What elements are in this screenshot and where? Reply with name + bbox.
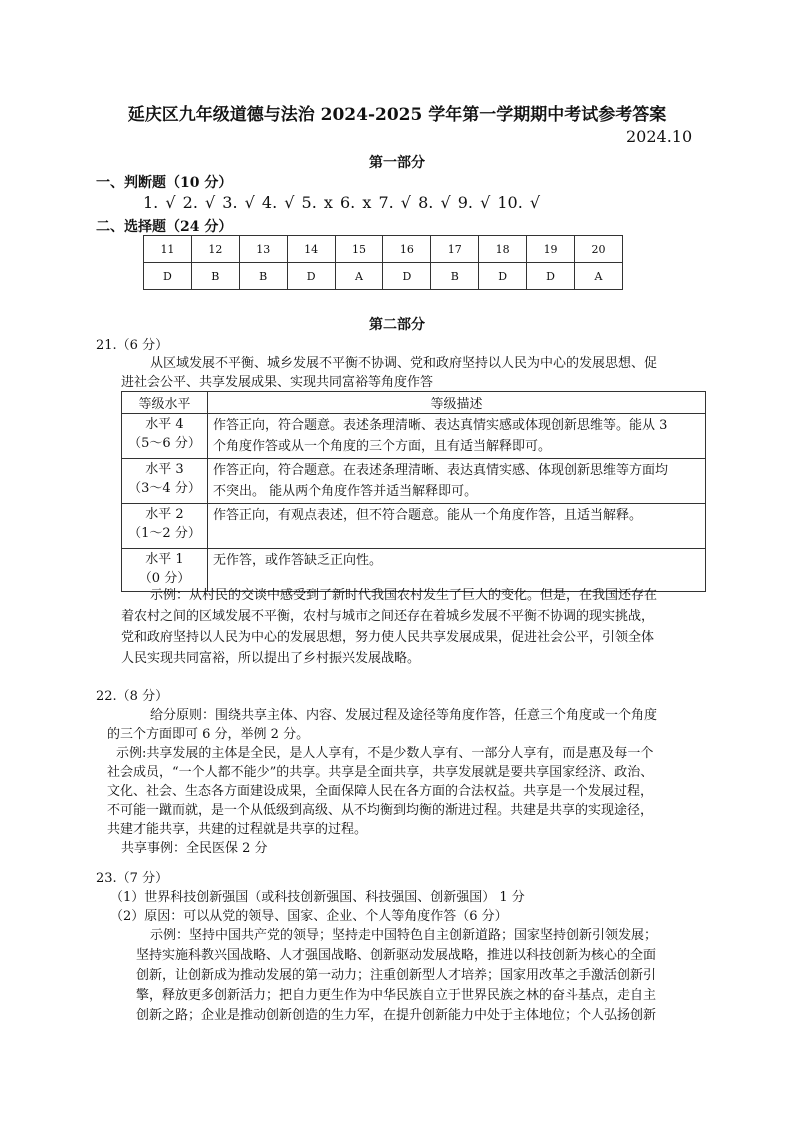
level-description — [208, 504, 706, 549]
mc-answer: D — [144, 263, 192, 290]
document-title: 延庆区九年级道德与法治 2024-2025 学年第一学期期中考试参考答案 — [127, 105, 667, 125]
level-desc-line: 作答正向，符合题意。在表述条理清晰、表达真情实感、体现创新思维等方面均 — [213, 463, 669, 478]
level-desc-line: 个角度作答或从一个角度的三个方面，且有适当解释即可。 — [213, 439, 552, 454]
mc-answer-row — [144, 263, 623, 290]
level-name: 水平 2 — [145, 507, 184, 522]
q21-level-table — [121, 391, 706, 592]
q21-example-line: 党和政府坚持以人民为中心的发展思想，努力使人民共享发展成果，促进社会公平，引领全体 — [121, 630, 655, 645]
mc-answer: B — [191, 263, 239, 290]
tf-heading: 一、判断题（10 分） — [96, 175, 233, 191]
q22-line: 不可能一蹴而就，是一个从低级到高级、从不均衡到均衡的渐进过程。共建是共享的实现途径， — [107, 803, 654, 818]
q22-line: 文化、社会、生态各方面建设成果，全面保障人民在各方面的合法权益。共享是一个发展过程， — [107, 784, 654, 799]
q22-line: 共享事例：全民医保 2 分 — [121, 841, 268, 856]
mc-number: 13 — [239, 236, 287, 263]
document-date: 2024.10 — [626, 127, 693, 146]
mc-answer: B — [431, 263, 479, 290]
q23-example-line: 创新之路；企业是推动创新创造的生力军，在提升创新能力中处于主体地位；个人弘扬创新 — [136, 1008, 657, 1023]
q23-example-line: 创新，让创新成为推动发展的第一动力；注重创新型人才培养；国家用改革之手激活创新引 — [136, 968, 657, 983]
part2-heading: 第二部分 — [369, 317, 425, 333]
mc-number: 18 — [479, 236, 527, 263]
mc-answer: D — [287, 263, 335, 290]
level-row — [122, 414, 706, 459]
level-cell — [122, 504, 208, 549]
mc-answer: A — [575, 263, 623, 290]
mc-number: 16 — [383, 236, 431, 263]
q21-example-line: 示例：从村民的交谈中感受到了新时代我国农村发生了巨大的变化。但是，在我国还存在 — [150, 588, 658, 603]
level-name: 水平 4 — [145, 417, 184, 432]
q21-example-line: 着农村之间的区域发展不平衡，农村与城市之间还存在着城乡发展不平衡不协调的现实挑战， — [121, 609, 655, 624]
q22-label: 22.（8 分） — [96, 689, 169, 704]
mc-answer: B — [239, 263, 287, 290]
q22-line: 社会成员，“一个人都不能少”的共享。共享是全面共享，共享发展就是要共享国家经济、政治、 — [107, 765, 654, 780]
part1-heading: 第一部分 — [369, 155, 425, 171]
level-description — [208, 459, 706, 504]
level-score: （0 分） — [138, 571, 191, 586]
mc-number: 20 — [575, 236, 623, 263]
q22-line: 示例:共享发展的主体是全民，是人人享有，不是少数人享有、一部分人享有，而是惠及每一个 — [116, 746, 654, 761]
tf-answers: 1. √ 2. √ 3. √ 4. √ 5. x 6. x 7. √ 8. √ 9. √ 10. √ — [143, 193, 541, 212]
level-cell — [122, 414, 208, 459]
level-description — [208, 414, 706, 459]
mc-number: 17 — [431, 236, 479, 263]
mc-answer-table — [143, 235, 623, 290]
q23-example-line: 坚持实施科教兴国战略、人才强国战略、创新驱动发展战略，推进以科技创新为核心的全面 — [136, 948, 657, 963]
q22-line: 的三个方面即可 6 分，举例 2 分。 — [107, 727, 310, 742]
mc-answer: D — [479, 263, 527, 290]
level-name: 水平 1 — [145, 552, 184, 567]
mc-number: 15 — [335, 236, 383, 263]
level-desc-line: 作答正向，有观点表述，但不符合题意。能从一个角度作答，且适当解释。 — [213, 508, 643, 523]
mc-number: 11 — [144, 236, 192, 263]
q22-line: 共建才能共享，共建的过程就是共享的过程。 — [107, 822, 368, 837]
level-header: 等级水平 — [122, 392, 208, 414]
mc-heading: 二、选择题（24 分） — [96, 219, 233, 235]
q23-example-line: 示例：坚持中国共产党的领导；坚持走中国特色自主创新道路；国家坚持创新引领发展； — [150, 928, 658, 943]
level-score: （5～6 分） — [128, 436, 201, 451]
level-row — [122, 504, 706, 549]
mc-number: 14 — [287, 236, 335, 263]
level-name: 水平 3 — [145, 462, 184, 477]
q22-line: 给分原则：围绕共享主体、内容、发展过程及途径等角度作答，任意三个角度或一个角度 — [150, 708, 658, 723]
q23-example-line: 擎，释放更多创新活力；把自力更生作为中华民族自立于世界民族之林的奋斗基点，走自主 — [136, 988, 657, 1003]
level-table-header — [122, 392, 706, 414]
mc-answer: D — [527, 263, 575, 290]
level-desc-line: 不突出。 能从两个角度作答并适当解释即可。 — [213, 484, 478, 499]
level-score: （1～2 分） — [128, 526, 201, 541]
q23-label: 23.（7 分） — [96, 871, 169, 886]
level-row — [122, 459, 706, 504]
mc-number: 12 — [191, 236, 239, 263]
level-cell — [122, 459, 208, 504]
q21-intro-line: 从区域发展不平衡、城乡发展不平衡不协调、党和政府坚持以人民为中心的发展思想、促 — [150, 356, 658, 371]
q21-example-line: 人民实现共同富裕，所以提出了乡村振兴发展战略。 — [121, 651, 421, 666]
q21-label: 21.（6 分） — [96, 338, 169, 353]
q23-item-2: （2）原因：可以从党的领导、国家、企业、个人等角度作答（6 分） — [110, 909, 508, 924]
mc-answer: A — [335, 263, 383, 290]
mc-number: 19 — [527, 236, 575, 263]
mc-answer: D — [383, 263, 431, 290]
description-header: 等级描述 — [208, 392, 706, 414]
mc-number-row — [144, 236, 623, 263]
q23-item-1: （1）世界科技创新强国（或科技创新强国、科技强国、创新强国） 1 分 — [110, 890, 525, 905]
level-desc-line: 无作答，或作答缺乏正向性。 — [213, 553, 383, 568]
level-desc-line: 作答正向，符合题意。表述条理清晰、表达真情实感或体现创新思维等。能从 3 — [213, 418, 668, 433]
level-score: （3～4 分） — [128, 481, 201, 496]
q21-intro-line: 进社会公平、共享发展成果、实现共同富裕等角度作答 — [121, 375, 434, 390]
